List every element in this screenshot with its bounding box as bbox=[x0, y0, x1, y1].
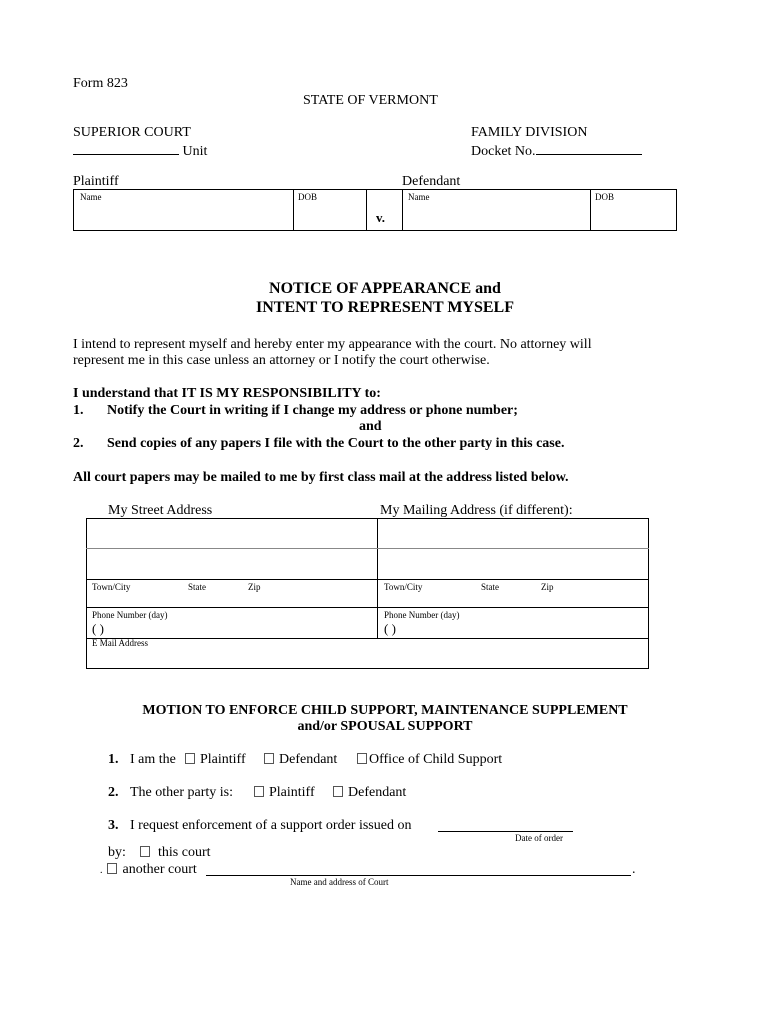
this-court-option[interactable] bbox=[140, 845, 211, 861]
unit-line bbox=[73, 142, 207, 160]
motion-title-line1: MOTION TO ENFORCE CHILD SUPPORT, MAINTENANCE SUPPLEMENT bbox=[142, 703, 628, 718]
intro-line1: I intend to represent myself and hereby enter my appearance with the court. No attorney will bbox=[73, 337, 592, 352]
q1-option-child-support[interactable] bbox=[357, 752, 502, 768]
state-heading: STATE OF VERMONT bbox=[303, 93, 438, 108]
mailing-address-label: My Mailing Address (if different): bbox=[380, 503, 573, 518]
mailing-phone-label: Phone Number (day) bbox=[384, 610, 460, 620]
versus: v. bbox=[376, 210, 386, 225]
checkbox-icon[interactable] bbox=[264, 753, 274, 764]
street-zip-field[interactable]: Zip bbox=[248, 582, 261, 592]
mailing-zip-field[interactable]: Zip bbox=[541, 582, 554, 592]
street-town-field[interactable]: Town/City bbox=[92, 582, 131, 592]
q1-option-plaintiff[interactable] bbox=[185, 752, 246, 768]
divider bbox=[402, 189, 403, 231]
resp-and: and bbox=[359, 419, 382, 434]
mail-notice: All court papers may be mailed to me by first class mail at the address listed below. bbox=[73, 470, 569, 485]
q2-opt1-label: Plaintiff bbox=[269, 785, 315, 800]
divider bbox=[293, 189, 294, 231]
this-court-label: this court bbox=[158, 845, 211, 860]
form-number: Form 823 bbox=[73, 76, 128, 91]
docket-field[interactable] bbox=[536, 142, 642, 155]
divider bbox=[366, 189, 367, 231]
unit-label: Unit bbox=[182, 144, 208, 159]
q1-opt1-label: Plaintiff bbox=[200, 752, 246, 767]
q1-option-defendant[interactable] bbox=[264, 752, 337, 768]
street-address-line1[interactable] bbox=[87, 519, 376, 547]
mailing-town-field[interactable]: Town/City bbox=[384, 582, 423, 592]
period: . bbox=[632, 862, 636, 877]
date-of-order-field[interactable] bbox=[438, 819, 573, 832]
checkbox-icon[interactable] bbox=[357, 753, 367, 764]
checkbox-icon[interactable] bbox=[254, 786, 264, 797]
divider bbox=[86, 579, 649, 580]
plaintiff-dob-field[interactable]: DOB bbox=[298, 192, 318, 202]
q2-option-plaintiff[interactable] bbox=[254, 785, 315, 801]
defendant-dob-field[interactable]: DOB bbox=[595, 192, 615, 202]
court-name-address-label: Name and address of Court bbox=[290, 877, 389, 887]
divider bbox=[86, 607, 649, 608]
q1-opt2-label: Defendant bbox=[279, 752, 338, 767]
checkbox-icon[interactable] bbox=[107, 863, 117, 874]
email-field[interactable]: E Mail Address bbox=[92, 638, 148, 648]
unit-field[interactable] bbox=[73, 142, 179, 155]
q2-opt2-label: Defendant bbox=[348, 785, 407, 800]
q3-text: I request enforcement of a support order issued on bbox=[130, 818, 412, 833]
notice-title-line2: INTENT TO REPRESENT MYSELF bbox=[255, 299, 514, 316]
another-court-option[interactable] bbox=[100, 862, 197, 878]
responsibility-heading: I understand that IT IS MY RESPONSIBILITY to: bbox=[73, 386, 381, 401]
resp-item-1-num: 1. bbox=[73, 403, 84, 418]
street-phone-label: Phone Number (day) bbox=[92, 610, 168, 620]
date-of-order-label: Date of order bbox=[515, 833, 563, 843]
defendant-name-field[interactable]: Name bbox=[408, 192, 430, 202]
plaintiff-label: Plaintiff bbox=[73, 174, 119, 189]
resp-item-1-text: Notify the Court in writing if I change my address or phone number; bbox=[107, 403, 518, 418]
parties-box bbox=[73, 189, 677, 231]
q3-num: 3. bbox=[108, 818, 119, 833]
plaintiff-name-field[interactable]: Name bbox=[80, 192, 102, 202]
court-name: SUPERIOR COURT bbox=[73, 125, 191, 140]
q1-opt3-label: Office of Child Support bbox=[369, 752, 503, 767]
checkbox-icon[interactable] bbox=[333, 786, 343, 797]
division-name: FAMILY DIVISION bbox=[471, 125, 588, 140]
street-phone-field[interactable]: ( ) bbox=[92, 621, 104, 636]
divider bbox=[590, 189, 591, 231]
intro-line2: represent me in this case unless an attorney or I notify the court otherwise. bbox=[73, 353, 490, 368]
resp-item-2-text: Send copies of any papers I file with the Court to the other party in this case. bbox=[107, 436, 565, 451]
q2-num: 2. bbox=[108, 785, 119, 800]
by-label: by: bbox=[108, 845, 126, 860]
bullet-icon: . bbox=[100, 865, 103, 876]
street-address-line2[interactable] bbox=[87, 549, 376, 578]
resp-item-2-num: 2. bbox=[73, 436, 84, 451]
defendant-label: Defendant bbox=[402, 174, 461, 189]
q1-num: 1. bbox=[108, 752, 119, 767]
docket-line bbox=[471, 142, 642, 160]
docket-label: Docket No. bbox=[471, 144, 536, 159]
motion-title-line2: and/or SPOUSAL SUPPORT bbox=[297, 719, 473, 734]
mailing-address-line2[interactable] bbox=[378, 549, 648, 578]
mailing-address-line1[interactable] bbox=[378, 519, 648, 547]
q2-option-defendant[interactable] bbox=[333, 785, 406, 801]
court-name-address-field[interactable] bbox=[206, 863, 631, 876]
another-court-label: another court bbox=[122, 862, 197, 877]
street-state-field[interactable]: State bbox=[188, 582, 206, 592]
mailing-phone-field[interactable]: ( ) bbox=[384, 621, 396, 636]
q1-text: I am the bbox=[130, 752, 176, 767]
mailing-state-field[interactable]: State bbox=[481, 582, 499, 592]
street-address-label: My Street Address bbox=[108, 503, 213, 518]
checkbox-icon[interactable] bbox=[185, 753, 195, 764]
checkbox-icon[interactable] bbox=[140, 846, 150, 857]
q2-text: The other party is: bbox=[130, 785, 234, 800]
divider bbox=[86, 638, 649, 639]
notice-title-line1: NOTICE OF APPEARANCE and bbox=[269, 280, 501, 297]
